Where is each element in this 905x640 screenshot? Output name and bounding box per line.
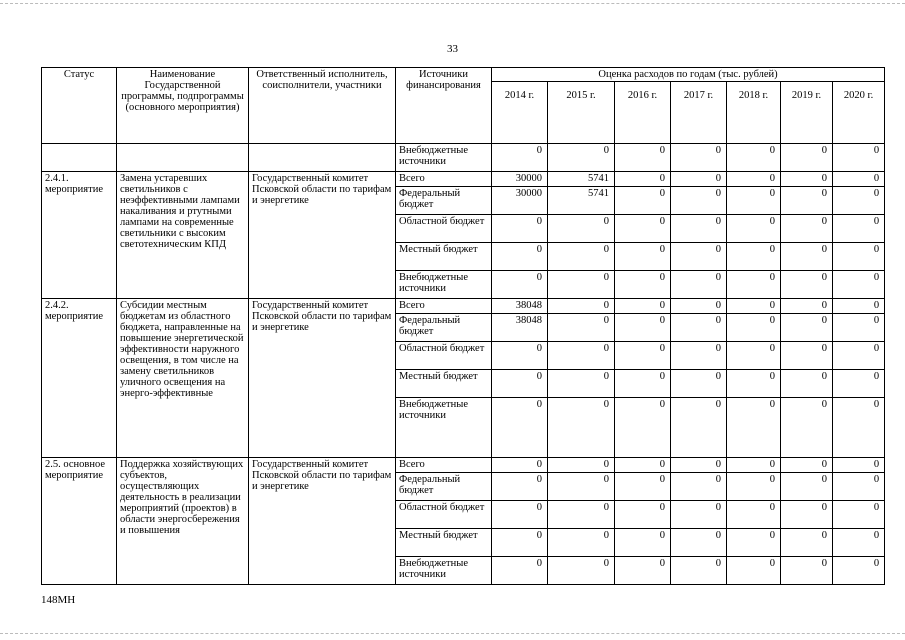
value-cell: 0 (548, 299, 615, 314)
responsible-cell: Государственный комитет Псковской области по тарифам и энергетике (249, 172, 396, 299)
value-cell: 38048 (492, 299, 548, 314)
value-cell: 0 (833, 144, 885, 172)
value-cell: 0 (781, 473, 833, 501)
value-cell: 0 (727, 215, 781, 243)
value-cell: 0 (671, 458, 727, 473)
value-cell: 0 (781, 144, 833, 172)
source-cell: Внебюджетные источники (396, 398, 492, 458)
table-body (42, 144, 885, 585)
source-cell: Внебюджетные источники (396, 557, 492, 585)
table-row (42, 172, 885, 187)
value-cell: 0 (833, 473, 885, 501)
value-cell: 0 (492, 243, 548, 271)
name-cell: Замена устаревших светильников с неэффективными лампами накаливания и ртутными лампами на современные светильники с высоким светотехническим КПД (117, 172, 249, 299)
source-cell: Федеральный бюджет (396, 473, 492, 501)
source-cell: Местный бюджет (396, 243, 492, 271)
value-cell: 0 (671, 342, 727, 370)
value-cell: 0 (548, 529, 615, 557)
value-cell: 0 (727, 473, 781, 501)
source-cell: Областной бюджет (396, 501, 492, 529)
value-cell: 0 (615, 342, 671, 370)
value-cell: 0 (727, 458, 781, 473)
header-year: 2020 г. (833, 82, 885, 144)
value-cell: 0 (492, 458, 548, 473)
value-cell: 0 (781, 458, 833, 473)
status-cell: 2.4.1. мероприятие (42, 172, 117, 299)
value-cell: 0 (781, 370, 833, 398)
source-cell: Внебюджетные источники (396, 144, 492, 172)
value-cell: 5741 (548, 172, 615, 187)
header-year: 2015 г. (548, 82, 615, 144)
value-cell: 0 (727, 271, 781, 299)
value-cell: 30000 (492, 172, 548, 187)
header-year: 2014 г. (492, 82, 548, 144)
value-cell: 0 (833, 243, 885, 271)
value-cell: 0 (671, 243, 727, 271)
value-cell: 0 (492, 215, 548, 243)
value-cell: 0 (492, 501, 548, 529)
value-cell: 0 (671, 473, 727, 501)
value-cell: 0 (615, 370, 671, 398)
value-cell: 0 (833, 557, 885, 585)
value-cell: 0 (492, 557, 548, 585)
status-cell (42, 144, 117, 172)
source-cell: Местный бюджет (396, 370, 492, 398)
value-cell: 0 (492, 529, 548, 557)
source-cell: Всего (396, 172, 492, 187)
value-cell: 0 (781, 172, 833, 187)
name-cell: Субсидии местным бюджетам из областного бюджета, направленные на повышение энергетической эффективности наружного освещения, в том числе на замену светильников уличного освещения на энерго-эффективные (117, 299, 249, 458)
value-cell: 0 (781, 529, 833, 557)
value-cell: 0 (781, 501, 833, 529)
value-cell: 0 (615, 473, 671, 501)
value-cell: 0 (671, 501, 727, 529)
value-cell: 0 (781, 243, 833, 271)
value-cell: 0 (548, 473, 615, 501)
value-cell: 0 (671, 557, 727, 585)
value-cell: 0 (615, 144, 671, 172)
value-cell: 0 (781, 271, 833, 299)
value-cell: 0 (781, 215, 833, 243)
name-cell: Поддержка хозяйствующих субъектов, осуществляющих деятельность в реализации мероприятий (проектов) в области энергосбережения и повышения (117, 458, 249, 585)
page-number: 33 (447, 43, 458, 55)
value-cell: 0 (727, 529, 781, 557)
status-cell: 2.5. основное мероприятие (42, 458, 117, 585)
expenditure-table (41, 67, 885, 585)
value-cell: 0 (615, 557, 671, 585)
value-cell: 0 (781, 299, 833, 314)
table-row (42, 299, 885, 314)
value-cell: 0 (615, 398, 671, 458)
value-cell: 0 (671, 314, 727, 342)
value-cell: 0 (492, 473, 548, 501)
value-cell: 0 (727, 172, 781, 187)
value-cell: 0 (781, 557, 833, 585)
value-cell: 0 (671, 370, 727, 398)
value-cell: 0 (833, 215, 885, 243)
value-cell: 0 (548, 557, 615, 585)
source-cell: Федеральный бюджет (396, 187, 492, 215)
source-cell: Областной бюджет (396, 215, 492, 243)
header-responsible: Ответственный исполнитель, соисполнители, участники (249, 68, 396, 144)
header-estimate: Оценка расходов по годам (тыс. рублей) (492, 68, 885, 82)
value-cell: 0 (615, 314, 671, 342)
value-cell: 0 (492, 398, 548, 458)
value-cell: 0 (727, 370, 781, 398)
value-cell: 0 (671, 299, 727, 314)
source-cell: Внебюджетные источники (396, 271, 492, 299)
value-cell: 0 (671, 271, 727, 299)
value-cell: 0 (781, 187, 833, 215)
value-cell: 0 (781, 342, 833, 370)
value-cell: 0 (492, 342, 548, 370)
value-cell: 0 (548, 501, 615, 529)
value-cell: 0 (727, 243, 781, 271)
value-cell: 30000 (492, 187, 548, 215)
value-cell: 0 (548, 398, 615, 458)
value-cell: 0 (833, 370, 885, 398)
value-cell: 0 (833, 314, 885, 342)
table-header (42, 68, 885, 144)
value-cell: 0 (727, 144, 781, 172)
value-cell: 0 (833, 342, 885, 370)
value-cell: 0 (671, 215, 727, 243)
header-status: Статус (42, 68, 117, 144)
footer-code: 148МН (41, 594, 76, 606)
value-cell: 0 (781, 314, 833, 342)
header-year: 2019 г. (781, 82, 833, 144)
source-cell: Всего (396, 458, 492, 473)
value-cell: 0 (548, 458, 615, 473)
value-cell: 0 (727, 398, 781, 458)
header-year: 2017 г. (671, 82, 727, 144)
value-cell: 0 (727, 342, 781, 370)
value-cell: 0 (548, 342, 615, 370)
value-cell: 0 (615, 243, 671, 271)
value-cell: 0 (727, 299, 781, 314)
value-cell: 0 (615, 187, 671, 215)
value-cell: 0 (548, 243, 615, 271)
source-cell: Федеральный бюджет (396, 314, 492, 342)
source-cell: Всего (396, 299, 492, 314)
value-cell: 0 (492, 271, 548, 299)
value-cell: 0 (833, 529, 885, 557)
header-year: 2016 г. (615, 82, 671, 144)
value-cell: 0 (727, 314, 781, 342)
scan-edge-top (0, 3, 905, 4)
value-cell: 0 (727, 557, 781, 585)
value-cell: 0 (615, 501, 671, 529)
value-cell: 0 (615, 172, 671, 187)
value-cell: 0 (671, 172, 727, 187)
value-cell: 0 (615, 458, 671, 473)
value-cell: 0 (548, 314, 615, 342)
value-cell: 0 (671, 187, 727, 215)
value-cell: 5741 (548, 187, 615, 215)
value-cell: 0 (727, 501, 781, 529)
value-cell: 38048 (492, 314, 548, 342)
value-cell: 0 (833, 172, 885, 187)
value-cell: 0 (671, 398, 727, 458)
value-cell: 0 (833, 501, 885, 529)
value-cell: 0 (548, 271, 615, 299)
value-cell: 0 (615, 299, 671, 314)
value-cell: 0 (548, 370, 615, 398)
source-cell: Областной бюджет (396, 342, 492, 370)
value-cell: 0 (548, 144, 615, 172)
value-cell: 0 (833, 271, 885, 299)
header-year: 2018 г. (727, 82, 781, 144)
value-cell: 0 (615, 529, 671, 557)
value-cell: 0 (833, 299, 885, 314)
value-cell: 0 (781, 398, 833, 458)
table-row (42, 144, 885, 172)
value-cell: 0 (492, 144, 548, 172)
status-cell: 2.4.2. мероприятие (42, 299, 117, 458)
table-row (42, 458, 885, 473)
source-cell: Местный бюджет (396, 529, 492, 557)
responsible-cell: Государственный комитет Псковской области по тарифам и энергетике (249, 458, 396, 585)
scan-edge-bottom (0, 633, 905, 634)
value-cell: 0 (492, 370, 548, 398)
value-cell: 0 (833, 398, 885, 458)
value-cell: 0 (833, 187, 885, 215)
header-sources: Источники финансирования (396, 68, 492, 144)
value-cell: 0 (615, 271, 671, 299)
value-cell: 0 (833, 458, 885, 473)
responsible-cell: Государственный комитет Псковской области по тарифам и энергетике (249, 299, 396, 458)
value-cell: 0 (671, 144, 727, 172)
value-cell: 0 (615, 215, 671, 243)
value-cell: 0 (727, 187, 781, 215)
header-name: Наименование Государственной программы, подпрограммы (основного мероприятия) (117, 68, 249, 144)
name-cell (117, 144, 249, 172)
value-cell: 0 (548, 215, 615, 243)
value-cell: 0 (671, 529, 727, 557)
responsible-cell (249, 144, 396, 172)
